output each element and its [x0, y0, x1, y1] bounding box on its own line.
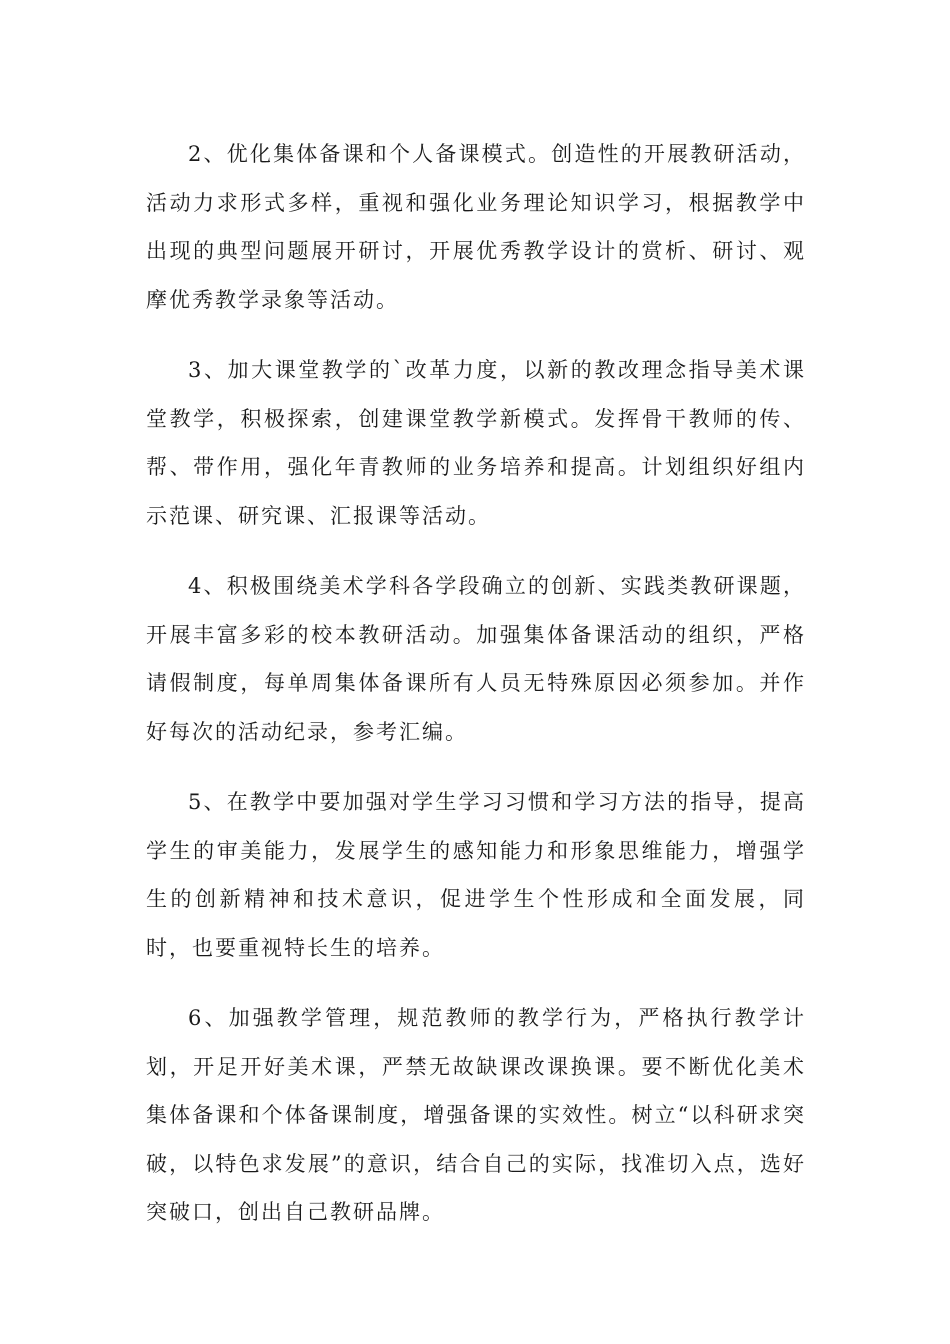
document-body: [146, 130, 806, 1259]
paragraph-6: 6、加强教学管理，规范教师的教学行为，严格执行教学计划，开足开好美术课，严禁无故缺课改课换课。要不断优化美术集体备课和个体备课制度，增强备课的实效性。树立“以科研求突破，以特色求发展”的意识，结合自己的实际，找准切入点，选好突破口，创出自己教研品牌。: [146, 1006, 806, 1224]
paragraph-5: 5、在教学中要加强对学生学习习惯和学习方法的指导，提高学生的审美能力，发展学生的感知能力和形象思维能力，增强学生的创新精神和技术意识，促进学生个性形成和全面发展，同时，也要重视特长生的培养。: [146, 790, 806, 960]
paragraph-3: 3、加大课堂教学的`改革力度，以新的教改理念指导美术课堂教学，积极探索，创建课堂教学新模式。发挥骨干教师的传、帮、带作用，强化年青教师的业务培养和提高。计划组织好组内示范课、研究课、汇报课等活动。: [146, 358, 806, 528]
paragraph-2: 2、优化集体备课和个人备课模式。创造性的开展教研活动，活动力求形式多样，重视和强化业务理论知识学习，根据教学中出现的典型问题展开研讨，开展优秀教学设计的赏析、研讨、观摩优秀教学录象等活动。: [146, 142, 806, 312]
paragraph-4: 4、积极围绕美术学科各学段确立的创新、实践类教研课题，开展丰富多彩的校本教研活动。加强集体备课活动的组织，严格请假制度，每单周集体备课所有人员无特殊原因必须参加。并作好每次的活动纪录，参考汇编。: [146, 574, 806, 744]
